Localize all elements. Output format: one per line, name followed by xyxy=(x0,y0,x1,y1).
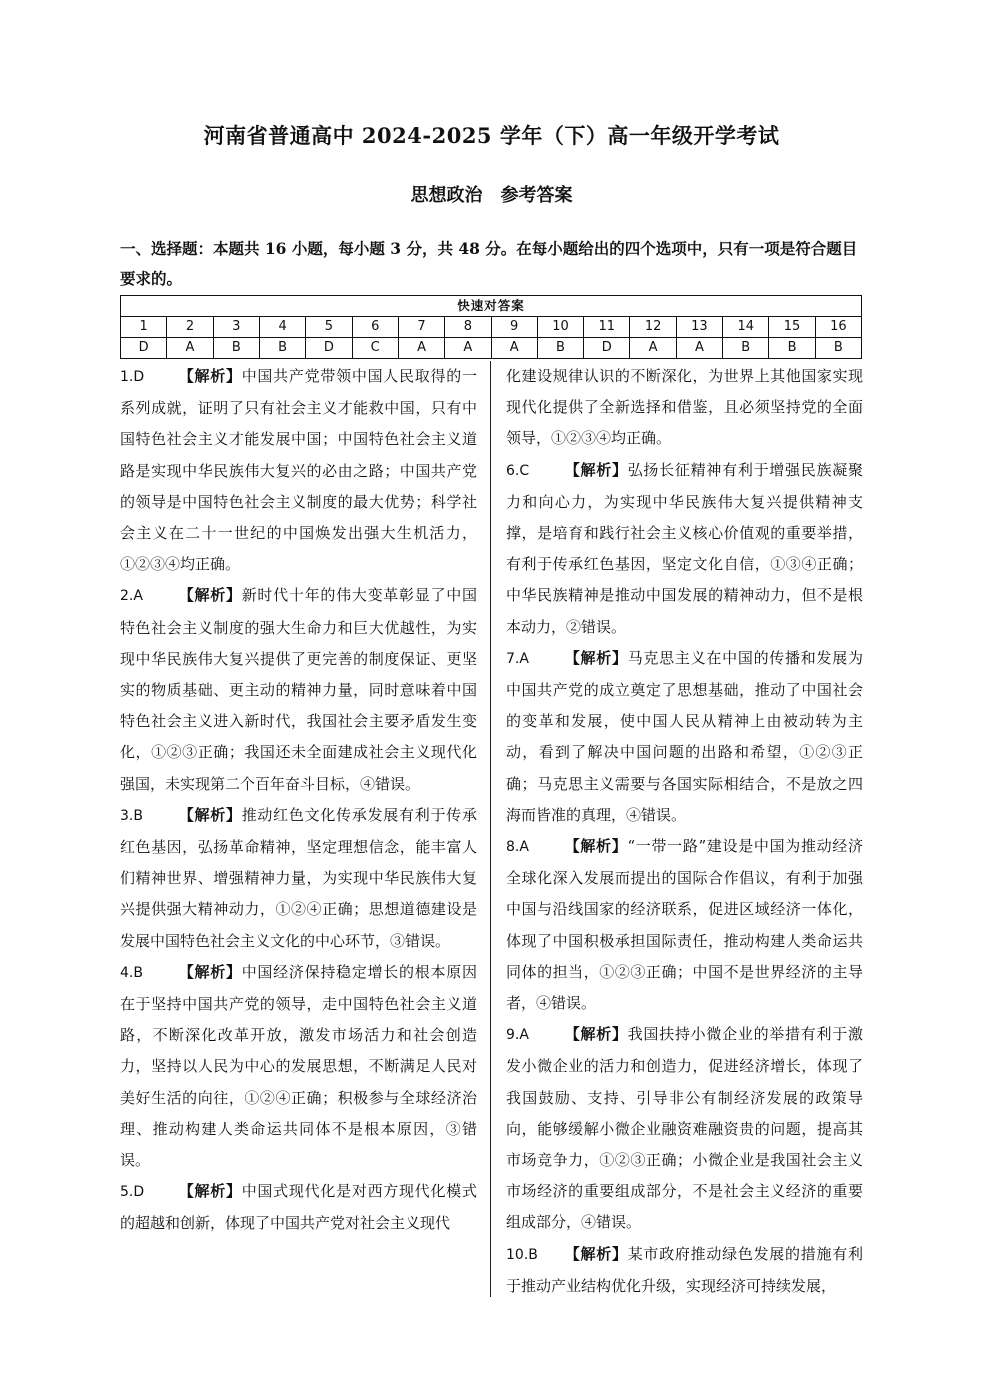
question-number-cell: 8 xyxy=(445,317,491,338)
answer-letter-cell: B xyxy=(769,338,815,359)
question-number-cell: 5 xyxy=(306,317,352,338)
explanations-left-column xyxy=(120,361,477,1240)
question-number-cell: 11 xyxy=(584,317,630,338)
explanation-entry xyxy=(506,455,863,643)
answer-letter-cell: A xyxy=(630,338,676,359)
explanation-text: 弘扬长征精神有利于增强民族凝聚力和向心力，为实现中华民族伟大复兴提供精神支撑，是培育和践行社会主义核心价值观的重要举措，有利于传承红色基因，坚定文化自信，①③④正确；中华民族精神是推动中国发展的精神动力，但不是根本动力，②错误。 xyxy=(506,460,863,636)
explanations-right-column xyxy=(506,361,863,1302)
explanation-entry xyxy=(506,643,863,831)
question-number-cell: 14 xyxy=(723,317,769,338)
section-heading: 一、选择题：本题共 16 小题，每小题 3 分，共 48 分。在每小题给出的四个选项中，只有一项是符合题目要求的。 xyxy=(120,239,858,288)
analysis-tag: 【解析】 xyxy=(178,962,242,981)
answer-table-caption: 快速对答案 xyxy=(121,296,862,317)
explanation-entry xyxy=(506,1239,863,1302)
analysis-tag: 【解析】 xyxy=(564,1244,628,1263)
explanation-entry xyxy=(120,957,477,1176)
question-number-cell: 7 xyxy=(398,317,444,338)
answer-letter-cell: B xyxy=(213,338,259,359)
analysis-tag: 【解析】 xyxy=(178,367,242,385)
question-answer-label: 9.A xyxy=(506,1027,529,1044)
analysis-tag: 【解析】 xyxy=(564,837,628,856)
question-answer-label: 7.A xyxy=(506,650,529,667)
answer-letter-cell: D xyxy=(306,338,352,359)
document-title: 河南省普通高中 2024-2025 学年（下）高一年级开学考试 xyxy=(203,123,780,148)
question-answer-label: 2.A xyxy=(120,588,143,605)
explanation-entry xyxy=(120,800,477,957)
question-answer-label: 6.C xyxy=(506,462,530,479)
question-number-cell: 13 xyxy=(676,317,722,338)
question-answer-label: 5.D xyxy=(120,1184,145,1201)
explanation-entry xyxy=(120,1176,477,1239)
explanation-text: 马克思主义在中国的传播和发展为中国共产党的成立奠定了思想基础，推动了中国社会的变革和发展，使中国人民从精神上由被动转为主动，看到了解决中国问题的出路和希望，①②③正确；马克思主义需要与各国实际相结合，不是放之四海而皆准的真理，④错误。 xyxy=(506,648,863,824)
question-number-cell: 1 xyxy=(121,317,167,338)
answer-letter-cell: A xyxy=(398,338,444,359)
explanation-text: 某市政府推动绿色发展的措施有利于推动产业结构优化升级，实现经济可持续发展， xyxy=(506,1244,863,1295)
explanation-text: 化建设规律认识的不断深化，为世界上其他国家实现现代化提供了全新选择和借鉴，且必须坚持党的全面领导，①②③④均正确。 xyxy=(506,367,863,448)
answer-letter-cell: D xyxy=(121,338,167,359)
question-number-cell: 12 xyxy=(630,317,676,338)
analysis-tag: 【解析】 xyxy=(564,460,628,479)
question-answer-label: 3.B xyxy=(120,807,143,824)
answer-letter-cell: A xyxy=(167,338,213,359)
answer-letter-cell: A xyxy=(445,338,491,359)
question-answer-label: 8.A xyxy=(506,839,529,856)
question-number-cell: 6 xyxy=(352,317,398,338)
question-number-cell: 10 xyxy=(537,317,583,338)
explanation-text: “一带一路”建设是中国为推动经济全球化深入发展而提出的国际合作倡议，有利于加强中国与沿线国家的经济联系，促进区域经济一体化，体现了中国积极承担国际责任，推动构建人类命运共同体的担当，①②③正确；中国不是世界经济的主导者，④错误。 xyxy=(506,837,863,1013)
explanation-text: 中国式现代化是对西方现代化模式的超越和创新，体现了中国共产党对社会主义现代 xyxy=(120,1182,477,1233)
answer-letter-cell: D xyxy=(584,338,630,359)
answer-letter-cell: B xyxy=(815,338,861,359)
question-answer-label: 4.B xyxy=(120,964,143,981)
question-number-cell: 2 xyxy=(167,317,213,338)
explanation-entry xyxy=(506,361,863,455)
analysis-tag: 【解析】 xyxy=(178,586,242,605)
explanation-text: 推动红色文化传承发展有利于传承红色基因，弘扬革命精神，坚定理想信念，能丰富人们精神世界、增强精神力量，为实现中华民族伟大复兴提供强大精神动力，①②④正确；思想道德建设是发展中国特色社会主义文化的中心环节，③错误。 xyxy=(120,805,477,950)
explanation-text: 我国扶持小微企业的举措有利于激发小微企业的活力和创造力，促进经济增长，体现了我国鼓励、支持、引导非公有制经济发展的政策导向，能够缓解小微企业融资难融资贵的问题，提高其市场竞争力，①②③正确；小微企业是我国社会主义市场经济的重要组成部分，不是社会主义经济的重要组成部分，④错误。 xyxy=(506,1025,863,1232)
answer-letter-cell: A xyxy=(491,338,537,359)
question-number-cell: 4 xyxy=(259,317,305,338)
analysis-tag: 【解析】 xyxy=(178,805,242,824)
explanation-text: 中国共产党带领中国人民取得的一系列成就，证明了只有社会主义才能救中国，只有中国特色社会主义才能发展中国；中国特色社会主义道路是实现中华民族伟大复兴的必由之路；中国共产党的领导是中国特色社会主义制度的最大优势；科学社会主义在二十一世纪的中国焕发出强大生机活力，①②③④均正确。 xyxy=(120,367,477,574)
question-number-cell: 3 xyxy=(213,317,259,338)
question-number-row xyxy=(121,317,862,338)
answer-letter-cell: C xyxy=(352,338,398,359)
analysis-tag: 【解析】 xyxy=(564,1025,628,1044)
explanation-entry xyxy=(506,831,863,1019)
analysis-tag: 【解析】 xyxy=(178,1182,242,1201)
analysis-tag: 【解析】 xyxy=(564,648,628,667)
answer-letter-cell: B xyxy=(537,338,583,359)
question-number-cell: 15 xyxy=(769,317,815,338)
explanation-text: 中国经济保持稳定增长的根本原因在于坚持中国共产党的领导，走中国特色社会主义道路，不断深化改革开放，激发市场活力和社会创造力，坚持以人民为中心的发展思想，不断满足人民对美好生活的向往，①②④正确；积极参与全球经济治理、推动构建人类命运共同体不是根本原因，③错误。 xyxy=(120,962,477,1170)
explanation-text: 新时代十年的伟大变革彰显了中国特色社会主义制度的强大生命力和巨大优越性，为实现中华民族伟大复兴提供了更完善的制度保证、更坚实的物质基础、更主动的精神力量，同时意味着中国特色社会主义进入新时代，我国社会主要矛盾发生变化，①②③正确；我国还未全面建成社会主义现代化强国，未实现第二个百年奋斗目标，④错误。 xyxy=(120,586,477,793)
column-divider xyxy=(490,361,491,1297)
question-number-cell: 9 xyxy=(491,317,537,338)
answer-letter-cell: A xyxy=(676,338,722,359)
explanation-entry xyxy=(120,361,477,580)
question-answer-label: 10.B xyxy=(506,1246,538,1263)
question-number-cell: 16 xyxy=(815,317,861,338)
document-subtitle: 思想政治 参考答案 xyxy=(410,185,573,206)
explanation-entry xyxy=(120,580,477,799)
answer-letter-cell: B xyxy=(259,338,305,359)
answer-letter-row xyxy=(121,338,862,359)
quick-answer-table xyxy=(120,295,862,359)
question-answer-label: 1.D xyxy=(120,369,145,385)
explanation-entry xyxy=(506,1019,863,1238)
answer-letter-cell: B xyxy=(723,338,769,359)
